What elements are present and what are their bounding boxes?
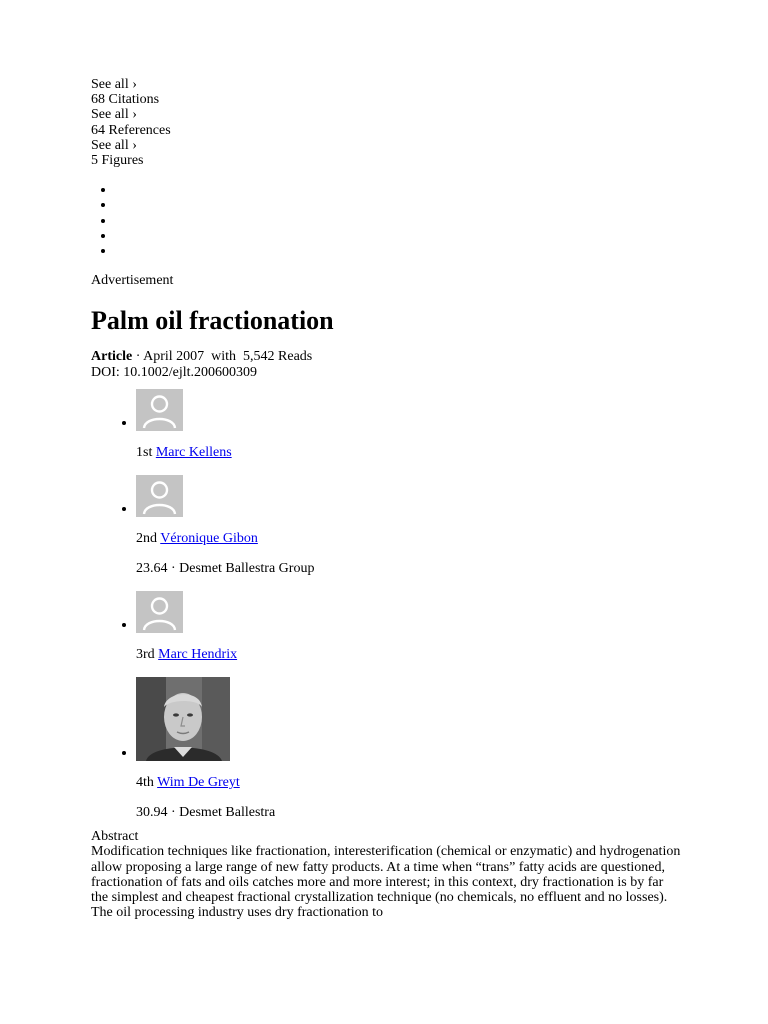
author-list (91, 389, 691, 821)
list-item (115, 228, 691, 243)
empty-bullet-list (91, 182, 691, 258)
article-date-reads: · April 2007 with 5,542 Reads (132, 349, 313, 365)
list-item (115, 243, 691, 258)
author-ordinal: 4th (136, 775, 158, 791)
article-type: Article (91, 349, 133, 365)
list-item (115, 197, 691, 212)
author-ordinal: 3rd (136, 647, 159, 663)
abstract-heading: Abstract (91, 829, 139, 845)
author-link[interactable]: Wim De Greyt (157, 775, 240, 791)
author-item (136, 591, 691, 677)
list-item (115, 182, 691, 197)
see-all-references-link[interactable]: See all › (91, 107, 137, 123)
avatar-placeholder-icon[interactable] (136, 591, 183, 633)
author-link[interactable]: Véronique Gibon (160, 531, 258, 547)
see-all-citations-link[interactable]: See all › (91, 77, 137, 92)
advertisement-label: Advertisement (91, 273, 174, 289)
author-item (136, 475, 691, 591)
avatar-placeholder-icon[interactable] (136, 389, 183, 431)
author-link[interactable]: Marc Kellens (155, 445, 232, 461)
page-content (91, 77, 691, 920)
figures-count: 5 Figures (91, 153, 144, 169)
author-photo[interactable] (136, 677, 230, 761)
article-doi: DOI: 10.1002/ejlt.200600309 (91, 364, 258, 380)
author-item (136, 389, 691, 475)
author-name-line (136, 531, 691, 547)
author-name-line (136, 775, 691, 791)
abstract-text: Modification techniques like fractionation, interesterification (chemical or enzymatic) and hydrogenation allow proposing a large range of new fatty products. At a time when “trans” fatty acids are questioned, fractionation of fats and oils catches more and more interest; in this context, dry fractionation is by far the simplest and cheapest fractional crystallization technique (no chemicals, no effluent and no losses). The oil processing industry uses dry fractionation to (91, 844, 681, 921)
avatar-placeholder-icon[interactable] (136, 475, 183, 517)
article-meta (91, 349, 691, 380)
author-name-line (136, 647, 691, 663)
see-all-figures-link[interactable]: See all › (91, 137, 137, 153)
citations-count: 68 Citations (91, 92, 160, 108)
author-ordinal: 2nd (136, 531, 161, 547)
author-affiliation: 30.94 · Desmet Ballestra (136, 805, 276, 821)
author-affiliation: 23.64 · Desmet Ballestra Group (136, 561, 315, 577)
author-link[interactable]: Marc Hendrix (158, 647, 238, 663)
author-ordinal: 1st (136, 445, 156, 461)
article-title: Palm oil fractionation (91, 306, 334, 336)
author-name-line (136, 445, 691, 461)
list-item (115, 213, 691, 228)
abstract-section (91, 829, 681, 920)
author-item (136, 677, 691, 821)
references-count: 64 References (91, 122, 171, 138)
